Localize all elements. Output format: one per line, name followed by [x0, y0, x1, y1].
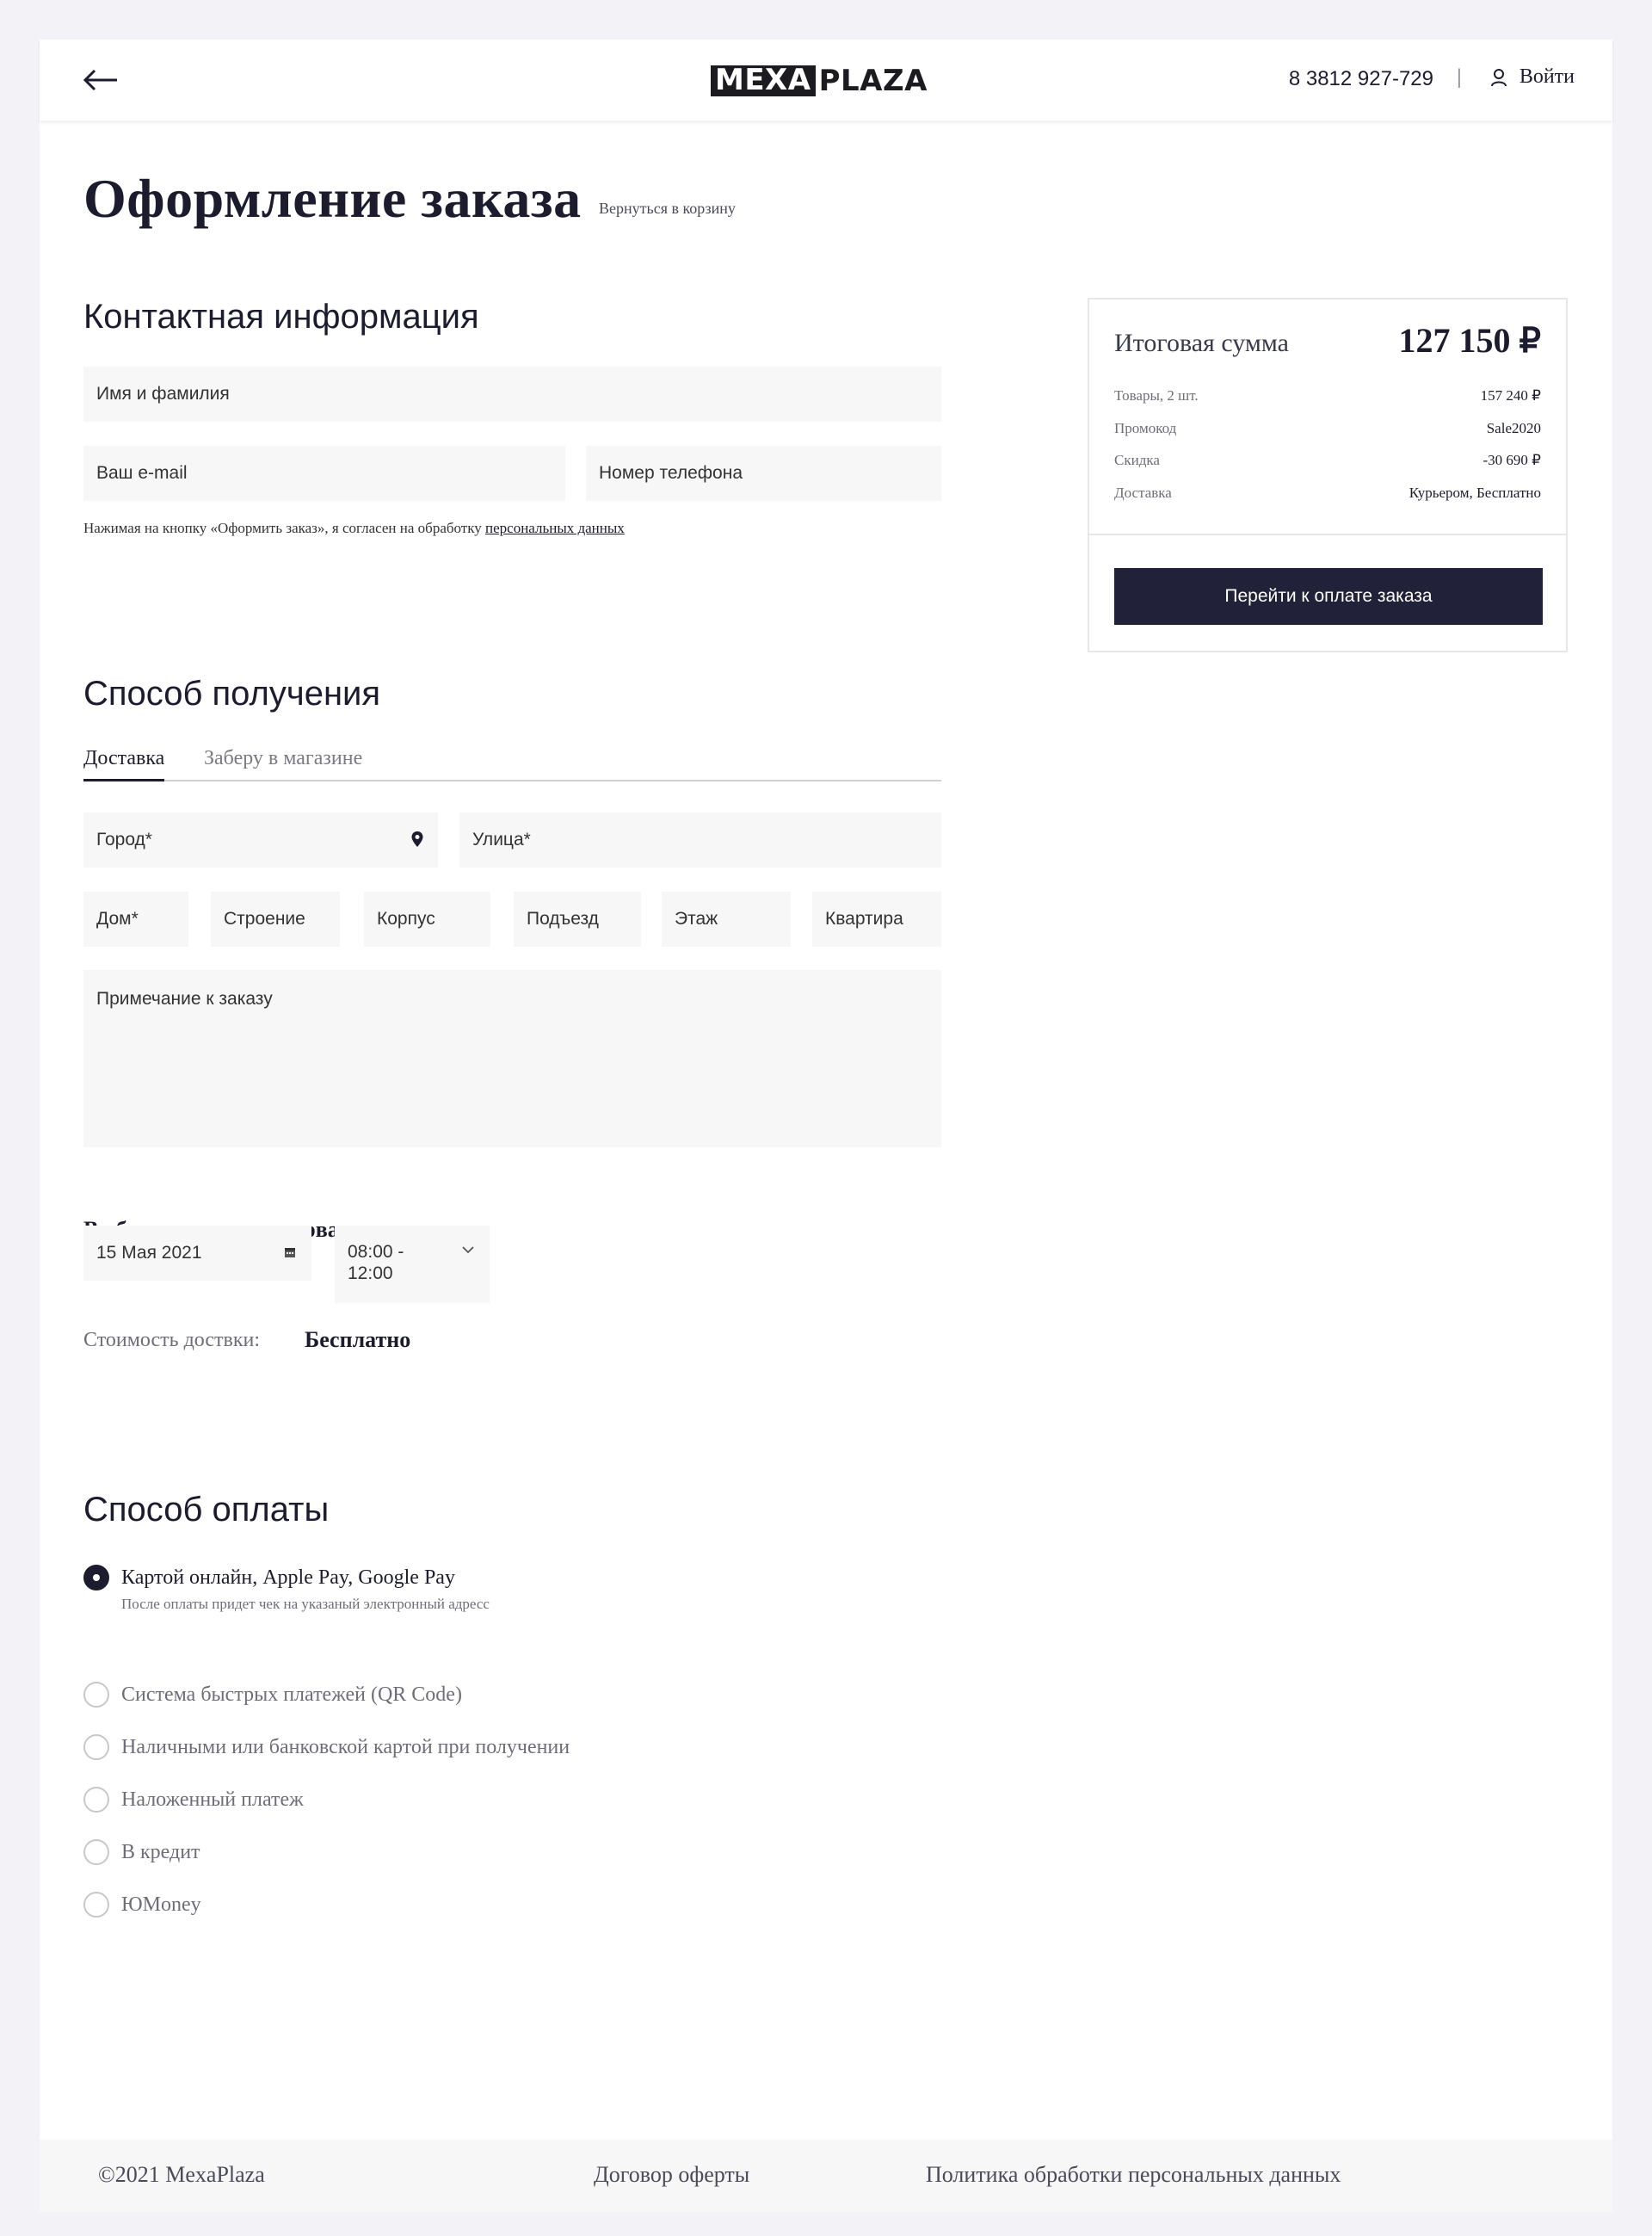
payment-option-card[interactable]: [83, 1565, 455, 1591]
summary-row-delivery: [1114, 485, 1541, 502]
block-field[interactable]: Корпус: [364, 892, 490, 947]
page-title: Оформление заказа: [83, 168, 582, 229]
summary-row-value: -30 690 ₽: [1482, 452, 1541, 468]
payment-option-label: Наличными или банковской картой при получении: [121, 1736, 570, 1758]
summary-row-value: 157 240 ₽: [1480, 387, 1541, 404]
house-field[interactable]: Дом*: [83, 892, 188, 947]
delivery-date-field[interactable]: [83, 1226, 311, 1281]
radio-unchecked[interactable]: [83, 1787, 109, 1813]
site-header: [40, 40, 1612, 120]
delivery-date-value: 15 Мая 2021: [96, 1243, 202, 1263]
order-note-field[interactable]: Примечание к заказу: [83, 970, 941, 1147]
summary-title: Итоговая сумма: [1114, 329, 1289, 357]
back-button[interactable]: [83, 66, 119, 94]
summary-row-discount: [1114, 452, 1541, 469]
city-field[interactable]: [83, 812, 438, 868]
order-summary: [1088, 298, 1568, 652]
building-field[interactable]: Строение: [211, 892, 340, 947]
payment-note: После оплаты придет чек на указаный электронный адресс: [121, 1596, 490, 1612]
login-label: Войти: [1519, 65, 1575, 88]
personal-data-link[interactable]: персональных данных: [485, 520, 625, 536]
street-field[interactable]: Улица*: [459, 812, 941, 868]
payment-option-cash[interactable]: [83, 1734, 570, 1760]
summary-row-key: Товары, 2 шт.: [1114, 387, 1199, 404]
summary-row-key: Промокод: [1114, 420, 1177, 436]
payment-option-label: Наложенный платеж: [121, 1788, 304, 1811]
delivery-interval-value: 08:00 - 12:00: [348, 1242, 404, 1283]
consent-text: [83, 520, 625, 537]
summary-total: 127 150 ₽: [1398, 321, 1541, 360]
payment-option-label: В кредит: [121, 1841, 200, 1863]
payment-option-yumoney[interactable]: [83, 1892, 201, 1918]
calendar-icon: [284, 1246, 296, 1258]
radio-unchecked[interactable]: [83, 1892, 109, 1918]
consent-text-main: Нажимая на кнопку «Оформить заказ», я согласен на обработку: [83, 520, 485, 536]
footer-copyright: ©2021 MexaPlaza: [98, 2162, 265, 2187]
summary-row-promo: [1114, 420, 1541, 437]
payment-option-sbp[interactable]: [83, 1682, 462, 1708]
header-phone[interactable]: 8 3812 927-729: [1288, 67, 1433, 90]
phone-field[interactable]: Номер телефона: [586, 446, 941, 501]
radio-unchecked[interactable]: [83, 1682, 109, 1708]
summary-row-value: Sale2020: [1486, 420, 1541, 436]
logo[interactable]: [711, 64, 928, 98]
tab-delivery[interactable]: Доставка: [83, 747, 164, 781]
summary-row-value: Курьером, Бесплатно: [1409, 485, 1541, 501]
back-to-cart-link[interactable]: Вернуться в корзину: [599, 200, 736, 217]
name-field[interactable]: Имя и фамилия: [83, 367, 941, 422]
delivery-cost-label: Стоимость доствки:: [83, 1329, 261, 1351]
arrow-left-icon: [83, 66, 119, 94]
user-icon: [1490, 68, 1507, 87]
delivery-cost-value: Бесплатно: [305, 1327, 411, 1352]
radio-unchecked[interactable]: [83, 1734, 109, 1760]
tab-pickup[interactable]: Заберу в магазине: [204, 747, 363, 769]
city-field-placeholder: Город*: [96, 830, 152, 849]
entrance-field[interactable]: Подъезд: [514, 892, 641, 947]
payment-option-label: Система быстрых платежей (QR Code): [121, 1683, 462, 1706]
site-footer: [40, 2140, 1612, 2212]
floor-field[interactable]: Этаж: [662, 892, 791, 947]
summary-row-key: Доставка: [1114, 485, 1172, 501]
payment-option-cod[interactable]: [83, 1787, 304, 1813]
chevron-down-icon: [462, 1246, 474, 1254]
payment-option-label: Картой онлайн, Apple Pay, Google Pay: [121, 1566, 455, 1589]
summary-row-key: Скидка: [1114, 452, 1160, 468]
delivery-section-title: Способ получения: [83, 675, 381, 713]
login-button[interactable]: [1490, 65, 1575, 89]
summary-divider: [1089, 534, 1566, 535]
apartment-field[interactable]: Квартира: [812, 892, 941, 947]
radio-unchecked[interactable]: [83, 1839, 109, 1865]
footer-privacy-link[interactable]: Политика обработки персональных данных: [926, 2162, 1341, 2187]
logo-rest-text: PLAZA: [818, 64, 928, 98]
radio-checked[interactable]: [83, 1565, 109, 1591]
delivery-interval-select[interactable]: [335, 1226, 490, 1303]
delivery-tabs: [83, 747, 941, 781]
logo-box-text: MEXA: [711, 65, 816, 96]
proceed-to-payment-button[interactable]: Перейти к оплате заказа: [1114, 568, 1543, 625]
checkout-page: [40, 40, 1612, 2187]
payment-option-label: ЮMoney: [121, 1893, 201, 1916]
header-separator: |: [1456, 65, 1462, 89]
contact-section-title: Контактная информация: [83, 298, 479, 336]
email-field[interactable]: Ваш e-mail: [83, 446, 565, 501]
location-pin-icon: [410, 831, 424, 848]
summary-row-items: [1114, 387, 1541, 405]
payment-section-title: Способ оплаты: [83, 1491, 330, 1529]
footer-offer-link[interactable]: Договор оферты: [594, 2162, 750, 2187]
payment-option-credit[interactable]: [83, 1839, 200, 1865]
